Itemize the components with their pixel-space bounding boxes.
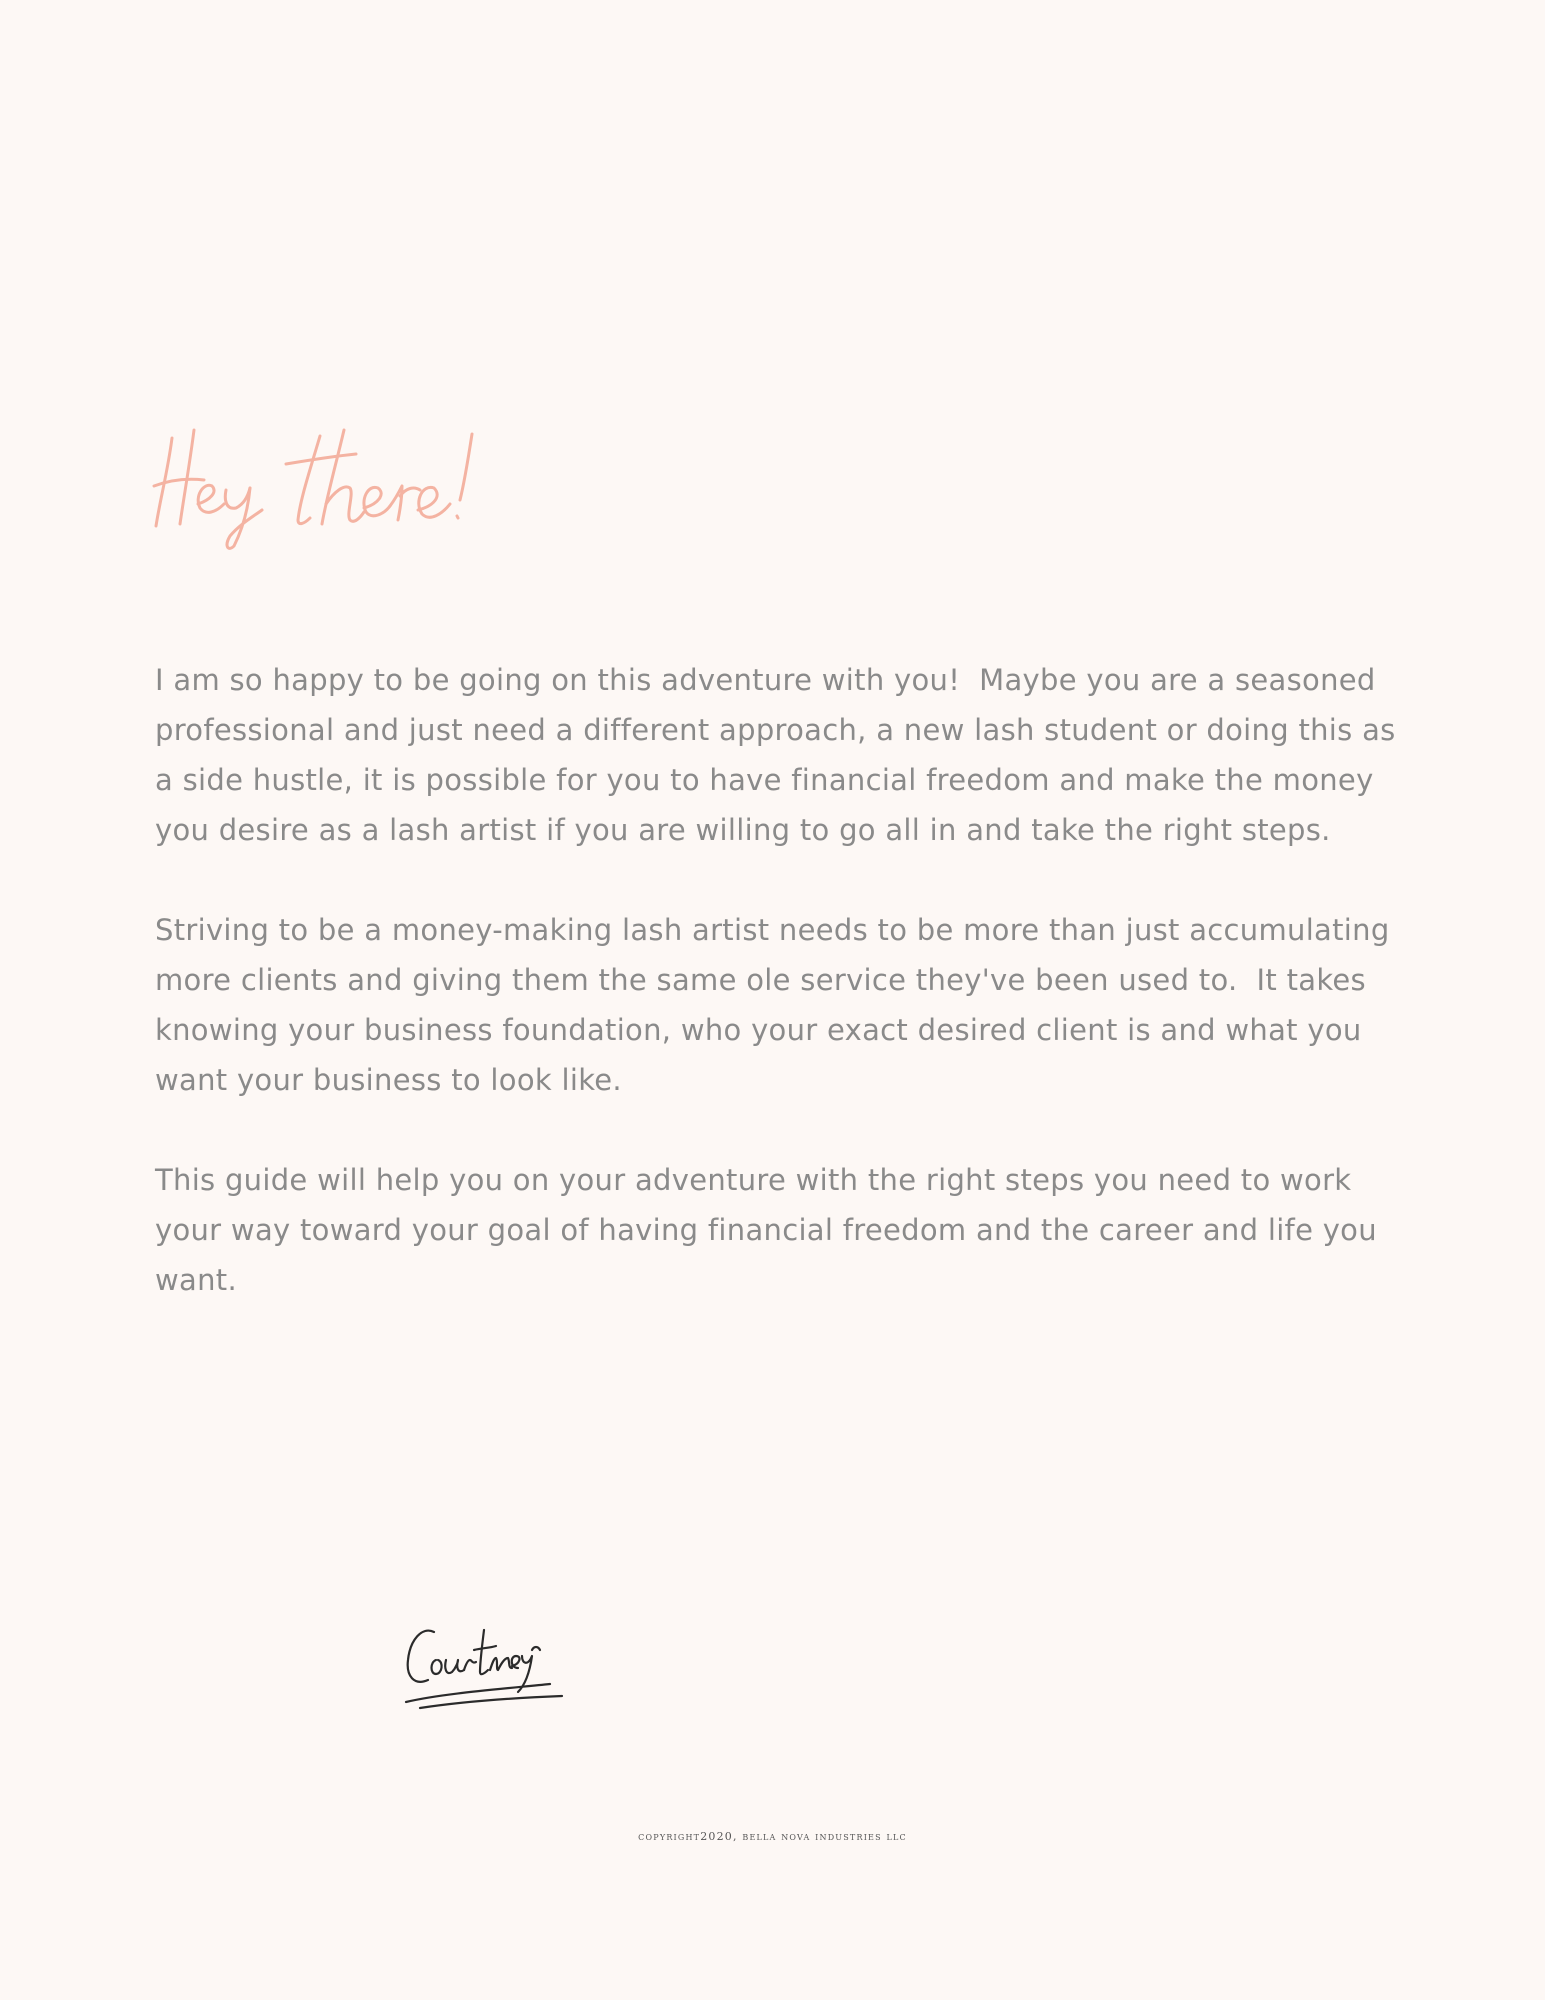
signature [400, 1610, 570, 1715]
body-text [155, 655, 1405, 1355]
paragraph-striving: Striving to be a money-making lash artist needs to be more than just accumulating more clients and giving them the same ole service they've been used to. It takes knowing your business foundation, who your exact desired client is and what you want your business to look like. [155, 913, 1400, 1097]
copyright-text: copyright2020, bella nova industries llc [638, 1830, 907, 1843]
paragraph-intro: I am so happy to be going on this adventure with you! Maybe you are a seasoned professional and just need a different approach, a new lash student or doing this as a side hustle, it is possible for you to have financial freedom and make the money you desire as a lash artist if you are willing to go all in and take the right steps. [155, 663, 1406, 847]
greeting-script-graphic [150, 400, 750, 560]
greeting-heading [150, 400, 750, 560]
paragraph-guide: This guide will help you on your adventure with the right steps you need to work your way toward your goal of having financial freedom and the career and life you want. [155, 1163, 1387, 1297]
signature-graphic [400, 1610, 570, 1715]
